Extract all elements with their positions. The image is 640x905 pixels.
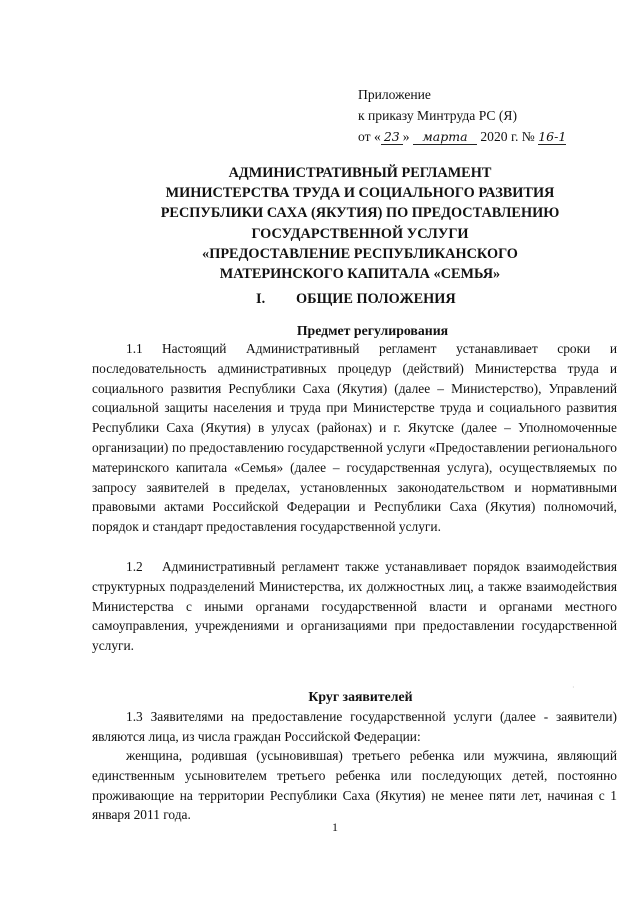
paragraph-number: 1.1 [126, 341, 143, 356]
paragraph-number: 1.2 [126, 559, 143, 574]
document-title [110, 163, 610, 284]
subsection-heading-applicants: Круг заявителей [308, 689, 413, 704]
handwritten-day: 23 [381, 129, 403, 145]
title-line-5: «ПРЕДОСТАВЛЕНИЕ РЕСПУБЛИКАНСКОГО [202, 245, 518, 262]
title-line-6: МАТЕРИНСКОГО КАПИТАЛА «СЕМЬЯ» [219, 266, 501, 283]
appendix-label: Приложение [358, 87, 431, 102]
title-line-3: РЕСПУБЛИКИ САХА (ЯКУТИЯ) ПО ПРЕДОСТАВЛЕНИЮ [160, 205, 560, 222]
paragraph-1-3-item: женщина, родившая (усыновившая) третьего ребенка или мужчина, являющий единственным усыновителем третьего ребенка или последующих детей, постоянно проживающие на территории Республики Саха (Якутия) не менее пяти лет, начиная с 1 января 2011 года. [92, 748, 617, 823]
paragraph-1-3: 1.3 Заявителями на предоставление государственной услуги (далее - заявители) являются лица, из числа граждан Российской Федерации: [92, 709, 617, 744]
scan-speck: · [572, 683, 575, 692]
date-mid: » [402, 129, 410, 144]
appendix-block [358, 84, 566, 147]
section-number: I. [256, 291, 266, 307]
appendix-date-line [358, 126, 566, 147]
subsection-heading-subject: Предмет регулирования [296, 323, 449, 338]
date-prefix: от « [358, 129, 381, 144]
section-title: ОБЩИЕ ПОЛОЖЕНИЯ [296, 291, 456, 307]
appendix-order-ref: к приказу Минтруда РС (Я) [358, 108, 518, 123]
handwritten-order-number: 16-1 [538, 129, 567, 144]
paragraph-1-1 [92, 339, 617, 537]
paragraph-text: Настоящий Административный регламент устанавливает сроки и последовательность административных процедур (действий) Министерства труда и социального развития Республики Саха (Якутия) (далее – Министерство), Управлений социальной защиты населения и труда при Министерстве труда и социального развития Республики Саха (Якутия) в улусах (районах) и г. Якутске (далее – Уполномоченные организации) по предоставлению государственной услуги «Предоставлении регионального материнского капитала «Семья» (далее – государственная услуга), осуществляемых по запросу заявителей в пределах, установленных законодательством и нормативными правовыми актами Российской Федерации и Республики Саха (Якутия) полномочий, порядок и стандарт предоставления государственной услуги. [92, 341, 617, 535]
date-year: 2020 г. № [480, 129, 535, 144]
paragraph-text: Административный регламент также устанавливает порядок взаимодействия структурных подразделений Министерства, их должностных лиц, а также взаимодействия Министерства с иными органами государственной власти и органами местного самоуправления, учреждениями и организациями при предоставлении государственной услуги. [92, 559, 617, 654]
title-line-2: МИНИСТЕРСТВА ТРУДА И СОЦИАЛЬНОГО РАЗВИТИЯ [165, 185, 555, 202]
title-line-4: ГОСУДАРСТВЕННОЙ УСЛУГИ [251, 225, 469, 242]
title-line-1: АДМИНИСТРАТИВНЫЙ РЕГЛАМЕНТ [228, 165, 492, 181]
paragraph-1-2 [92, 557, 617, 656]
handwritten-month: марта [413, 129, 477, 145]
page-number: 1 [332, 820, 338, 834]
